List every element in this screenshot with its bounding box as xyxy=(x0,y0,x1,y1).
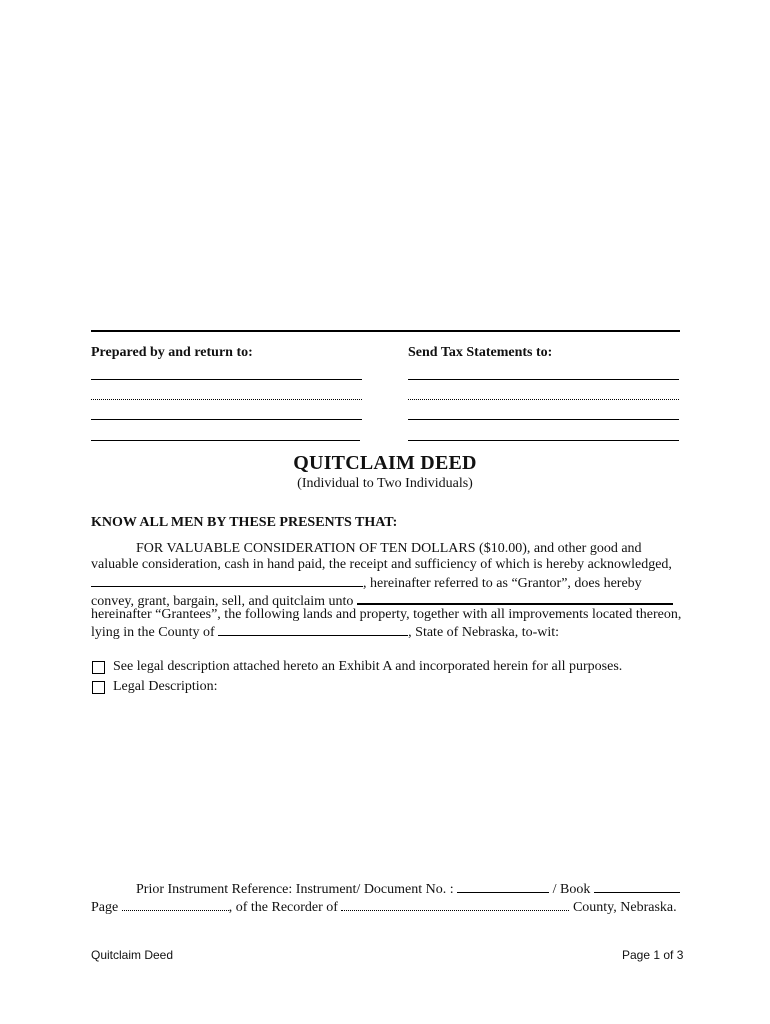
legal-description-checkbox[interactable] xyxy=(92,681,105,694)
tax-statements-line-3[interactable] xyxy=(408,419,679,420)
page-label: Page xyxy=(91,900,119,915)
tax-statements-line-2[interactable] xyxy=(408,399,679,400)
grantees-line: hereinafter “Grantees”, the following lands and property, together with all improvements located thereon, xyxy=(91,607,682,622)
know-all-men-heading: KNOW ALL MEN BY THESE PRESENTS THAT: xyxy=(91,515,398,530)
grantor-line-text: , hereinafter referred to as “Grantor”, does hereby xyxy=(363,576,642,591)
book-field[interactable] xyxy=(594,880,680,893)
header-divider xyxy=(91,330,680,332)
prior-instrument-line xyxy=(136,880,680,898)
book-label: / Book xyxy=(552,882,591,897)
prepared-by-line-3[interactable] xyxy=(91,419,362,420)
footer-document-name: Quitclaim Deed xyxy=(91,948,174,962)
exhibit-option-label: See legal description attached hereto an Exhibit A and incorporated herein for all purposes. xyxy=(113,659,623,674)
tax-statements-label: Send Tax Statements to: xyxy=(408,345,553,360)
footer-page-number: Page 1 of 3 xyxy=(622,948,684,962)
grantees-name-field[interactable] xyxy=(357,591,673,605)
county-field[interactable] xyxy=(218,623,408,636)
prepared-by-line-2[interactable] xyxy=(91,399,362,400)
recorder-county-field[interactable] xyxy=(341,898,569,911)
county-line xyxy=(91,623,559,641)
page-field[interactable] xyxy=(122,898,229,911)
grantor-name-field[interactable] xyxy=(91,574,363,587)
county-line-prefix: lying in the County of xyxy=(91,625,215,640)
recorder-label: , of the Recorder of xyxy=(228,900,338,915)
exhibit-checkbox[interactable] xyxy=(92,661,105,674)
document-title: QUITCLAIM DEED xyxy=(293,452,477,474)
prior-instrument-label: Prior Instrument Reference: Instrument/ Document No. : xyxy=(136,882,454,897)
county-line-suffix: , State of Nebraska, to-wit: xyxy=(408,625,560,640)
document-subtitle: (Individual to Two Individuals) xyxy=(297,476,473,491)
tax-statements-line-1[interactable] xyxy=(408,379,679,380)
recorder-line xyxy=(91,898,677,916)
legal-description-label: Legal Description: xyxy=(113,679,218,694)
county-nebraska-label: County, Nebraska. xyxy=(572,900,677,915)
consideration-line-2: valuable consideration, cash in hand paid, the receipt and sufficiency of which is hereby acknowledged, xyxy=(91,557,672,572)
convey-line-text: convey, grant, bargain, sell, and quitclaim unto xyxy=(91,594,354,609)
tax-statements-line-4[interactable] xyxy=(408,440,679,441)
prepared-by-line-4[interactable] xyxy=(91,440,360,441)
grantor-line xyxy=(91,574,642,592)
prepared-by-line-1[interactable] xyxy=(91,379,362,380)
prepared-by-label: Prepared by and return to: xyxy=(91,345,253,360)
document-number-field[interactable] xyxy=(457,880,549,893)
consideration-line-1: FOR VALUABLE CONSIDERATION OF TEN DOLLARS ($10.00), and other good and xyxy=(136,541,642,556)
